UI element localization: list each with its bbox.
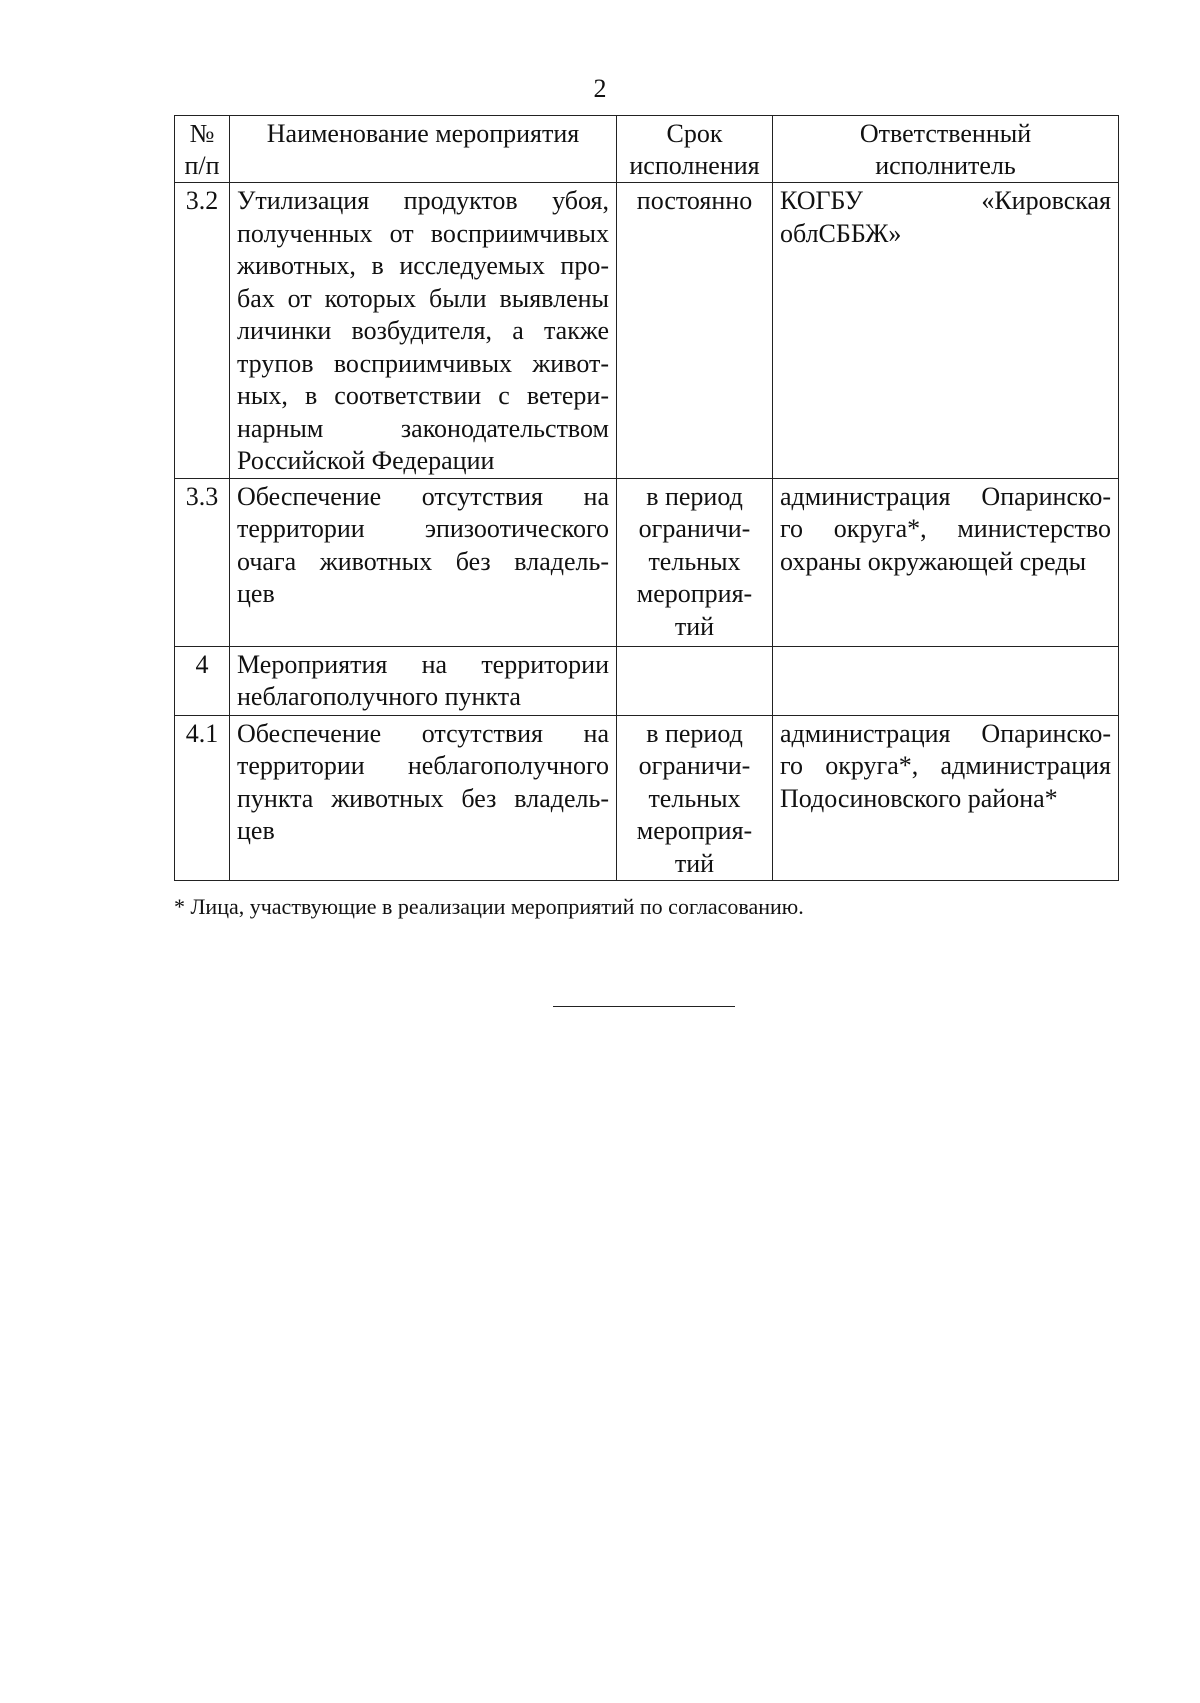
measure-name-line: ных, в соответствии с ветери- [237, 381, 609, 410]
term-line: ограничи- [638, 514, 751, 543]
measure-name-line: Мероприятия на территории [237, 649, 609, 679]
measure-name-line: цев [237, 579, 275, 608]
table-body [175, 183, 1119, 881]
header-responsible [773, 116, 1119, 183]
measure-name-line: Утилизация продуктов убоя, [237, 186, 609, 215]
term-line: тельных [648, 546, 741, 576]
measure-name-cell [230, 183, 617, 479]
measure-name-line: нарным законодательством [237, 413, 609, 443]
header-name [230, 116, 617, 183]
responsible-line: охраны окружающей среды [780, 546, 1087, 576]
footnote: * Лица, участвующие в реализации мероприятий по согласованию. [174, 894, 804, 919]
responsible-line: КОГБУ «Кировская [780, 186, 1111, 215]
responsible-cell [773, 478, 1119, 646]
page-number: 2 [593, 74, 607, 103]
header-term-line: Срок [666, 119, 723, 148]
measure-name-line: цев [237, 816, 275, 845]
responsible-cell [773, 715, 1119, 881]
measure-name-cell [230, 478, 617, 646]
row-number: 4 [195, 649, 209, 679]
term-cell [617, 646, 773, 715]
term-line: ограничи- [638, 751, 751, 780]
measure-name-line: территории эпизоотического [237, 514, 609, 543]
term-line: тий [674, 611, 715, 641]
table-row [175, 646, 1119, 715]
measure-name-line: очага животных без владель- [237, 546, 609, 576]
responsible-line: Подосиновского района* [780, 783, 1058, 813]
table-row [175, 183, 1119, 479]
responsible-cell [773, 646, 1119, 715]
measure-name-line: пункта животных без владель- [237, 783, 609, 813]
row-number: 3.3 [185, 481, 219, 511]
responsible-line: го округа*, администрация [780, 751, 1111, 780]
responsible-line: го округа*, министерство [780, 514, 1111, 543]
measure-name-line: бах от которых были выявлены [237, 283, 609, 313]
header-responsible-line: исполнитель [875, 151, 1016, 180]
measure-name-line: Обеспечение отсутствия на [237, 481, 609, 511]
row-number-cell [175, 183, 230, 479]
term-line: постоянно [636, 186, 753, 215]
table-row [175, 715, 1119, 881]
header-num [175, 116, 230, 183]
term-line: в период [646, 718, 743, 748]
term-line: мероприя- [636, 816, 753, 845]
row-number-cell [175, 646, 230, 715]
term-cell [617, 183, 773, 479]
measures-table [174, 115, 1119, 881]
measure-name-line: полученных от восприимчивых [237, 218, 609, 248]
row-number-cell [175, 715, 230, 881]
measure-name-line: животных, в исследуемых про- [237, 251, 609, 280]
table-header [175, 116, 1119, 183]
measure-name-line: Обеспечение отсутствия на [237, 718, 609, 748]
measure-name-cell [230, 646, 617, 715]
measure-name-line: территории неблагополучного [237, 751, 609, 780]
measure-name-line: трупов восприимчивых живот- [237, 348, 609, 378]
responsible-cell [773, 183, 1119, 479]
header-term-line: исполнения [629, 151, 760, 180]
term-line: тий [674, 848, 715, 878]
term-cell [617, 715, 773, 881]
term-cell [617, 478, 773, 646]
measure-name-line: Российской Федерации [237, 446, 495, 475]
responsible-line: администрация Опаринско- [780, 718, 1111, 748]
header-responsible-line: Ответственный [859, 119, 1032, 148]
responsible-line: администрация Опаринско- [780, 481, 1111, 511]
term-line: в период [646, 481, 743, 511]
end-separator-line [553, 1006, 735, 1007]
measure-name-line: личинки возбудителя, а также [237, 316, 609, 345]
measure-name-cell [230, 715, 617, 881]
table-row [175, 478, 1119, 646]
row-number: 3.2 [185, 186, 219, 215]
header-name-line: Наименование мероприятия [266, 119, 580, 148]
row-number-cell [175, 478, 230, 646]
header-row [175, 116, 1119, 183]
term-line: мероприя- [636, 579, 753, 608]
header-term [617, 116, 773, 183]
header-num-line: № [189, 119, 215, 148]
row-number: 4.1 [185, 718, 219, 748]
header-num-line: п/п [184, 151, 220, 180]
responsible-line: облСББЖ» [780, 218, 902, 248]
measure-name-line: неблагополучного пункта [237, 682, 521, 711]
term-line: тельных [648, 783, 741, 813]
